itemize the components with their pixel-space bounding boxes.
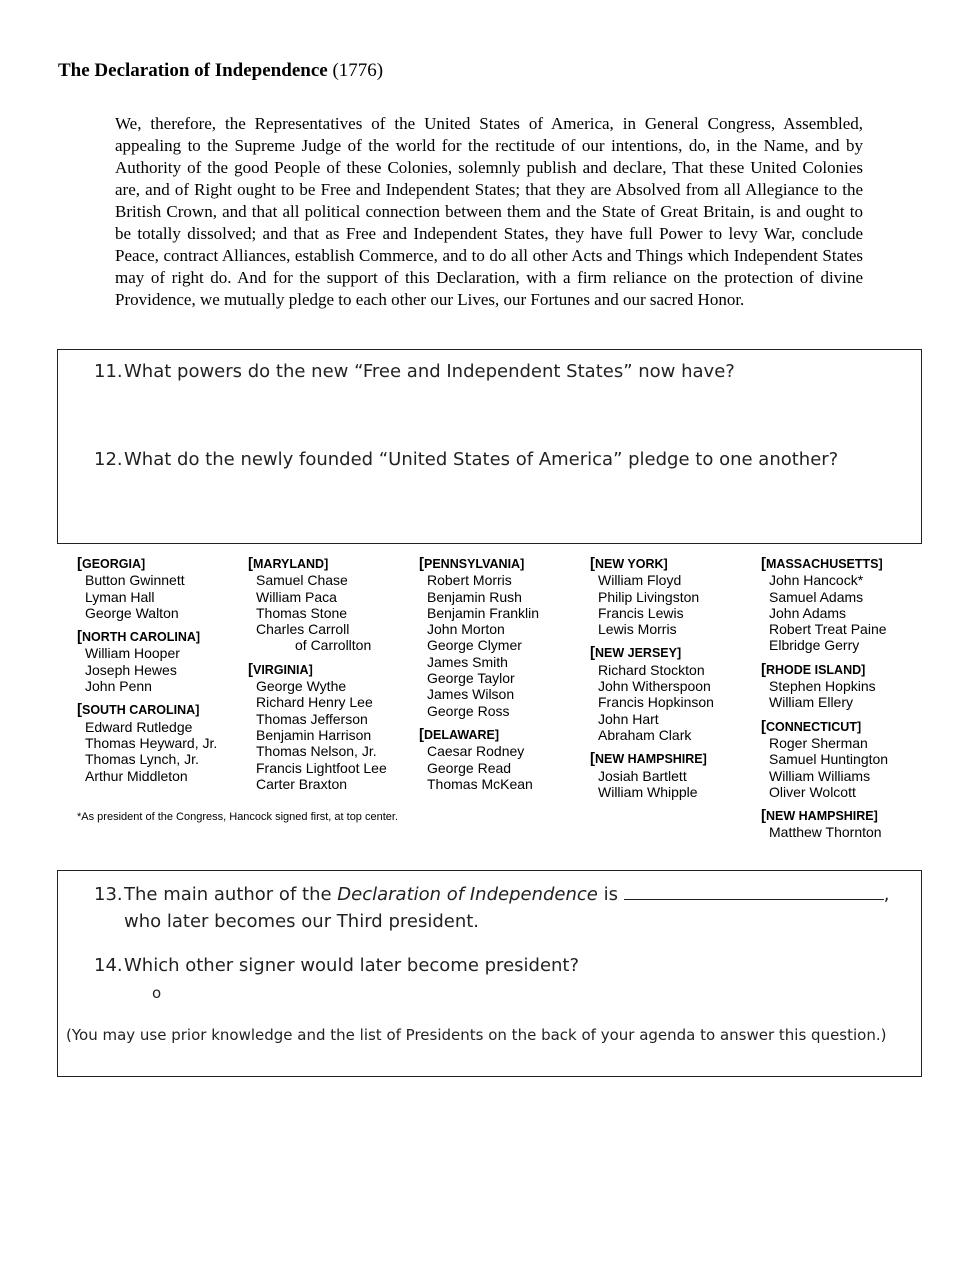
group-gap <box>761 800 888 808</box>
signer-name: John Hancock* <box>769 572 864 589</box>
question-text: What powers do the new “Free and Independent States” now have? <box>124 361 735 382</box>
signer-name: Thomas Nelson, Jr. <box>256 743 377 760</box>
signer-name: Josiah Bartlett <box>598 767 687 784</box>
group-gap <box>419 719 539 727</box>
signer-name: Benjamin Franklin <box>427 604 540 621</box>
title-year: (1776) <box>332 60 384 81</box>
state-heading: [ MASSACHUSETTS ] <box>761 556 888 572</box>
signer-name: Lyman Hall <box>85 588 155 605</box>
question-number: 11. <box>94 361 123 382</box>
signer-name: George Taylor <box>427 670 515 687</box>
signer-name: Carter Braxton <box>256 775 348 792</box>
signer-name: Thomas Heyward, Jr. <box>85 734 218 751</box>
state-heading: [ NEW HAMPSHIRE ] <box>590 751 714 767</box>
state-heading: [ NORTH CAROLINA ] <box>77 629 217 645</box>
signer-name: Robert Morris <box>427 572 512 589</box>
signer-name: John Adams <box>769 604 847 621</box>
signer-name: William Ellery <box>769 694 853 711</box>
signer-name: Matthew Thornton <box>769 824 882 841</box>
group-gap <box>761 654 888 662</box>
signer-name: Thomas Jefferson <box>256 710 368 727</box>
question-14 <box>94 955 579 976</box>
answer-bullet: o <box>152 984 162 1002</box>
answer-blank[interactable] <box>624 885 884 900</box>
question-number: 13. <box>94 884 123 905</box>
state-heading: [ MARYLAND ] <box>248 556 387 572</box>
footnote: (You may use prior knowledge and the list of Presidents on the back of your agenda to answer this question.) <box>66 1026 887 1044</box>
signer-name: John Witherspoon <box>598 678 711 695</box>
state-heading: [ NEW JERSEY ] <box>590 645 714 661</box>
signer-name: George Ross <box>427 702 510 719</box>
signer-name: John Morton <box>427 621 505 638</box>
signer-name: William Hooper <box>85 645 180 662</box>
signer-name: Robert Treat Paine <box>769 621 887 638</box>
signer-name: Thomas McKean <box>427 775 533 792</box>
state-heading: [ CONNECTICUT ] <box>761 719 888 735</box>
group-gap <box>761 711 888 719</box>
state-heading: [ PENNSYLVANIA ] <box>419 556 539 572</box>
signer-name: of Carrollton <box>295 637 372 654</box>
state-heading: [ GEORGIA ] <box>77 556 217 572</box>
signer-name: William Williams <box>769 767 871 784</box>
signer-name: George Walton <box>85 604 179 621</box>
signer-name: William Whipple <box>598 783 698 800</box>
question-13-line2: who later becomes our Third president. <box>124 911 480 932</box>
state-heading: [ NEW HAMPSHIRE ] <box>761 808 888 824</box>
state-heading: [ VIRGINIA ] <box>248 662 387 678</box>
signer-name: Thomas Stone <box>256 604 348 621</box>
signer-name: Elbridge Gerry <box>769 637 860 654</box>
signer-name: James Smith <box>427 653 508 670</box>
signer-name: Lewis Morris <box>598 621 677 638</box>
signer-name: Benjamin Rush <box>427 588 522 605</box>
signer-name: George Read <box>427 759 512 776</box>
q13-comma: , <box>883 884 890 905</box>
question-12 <box>94 449 838 470</box>
signers-column-5 <box>761 556 888 841</box>
signers-column-2 <box>248 556 387 792</box>
signer-name: Francis Lightfoot Lee <box>256 759 387 776</box>
signer-name: Samuel Chase <box>256 572 348 589</box>
signer-name: Philip Livingston <box>598 588 700 605</box>
question-11 <box>94 361 735 382</box>
signer-name: Richard Henry Lee <box>256 694 373 711</box>
signer-name: Arthur Middleton <box>85 767 188 784</box>
signer-name: James Wilson <box>427 686 515 703</box>
group-gap <box>590 637 714 645</box>
state-heading: [ SOUTH CAROLINA ] <box>77 702 217 718</box>
declaration-quote: We, therefore, the Representatives of the United States of America, in General Congress, Assembled, appealing to the Supreme Judge of the world for the rectitude of our intentions, do, in the Name, and by Authority of the good People of these Colonies, solemnly publish and declare, That these United Colonies are, and of Right ought to be Free and Independent States; that they are Absolved from all Allegiance to the British Crown, and that all political connection between them and the State of Great Britain, is and ought to be totally dissolved; and that as Free and Independent States, they have full Power to levy War, conclude Peace, contract Alliances, establish Commerce, and to do all other Acts and Things which Independent States may of right do. And for the support of this Declaration, with a firm reliance on the protection of divine Providence, we mutually pledge to each other our Lives, our Fortunes and our sacred Honor. <box>115 114 863 309</box>
state-heading: [ RHODE ISLAND ] <box>761 662 888 678</box>
question-text: What do the newly founded “United States of America” pledge to one another? <box>124 449 839 470</box>
q13-italic: Declaration of Independence <box>337 884 598 905</box>
question-number: 14. <box>94 955 123 976</box>
group-gap <box>248 654 387 662</box>
signers-column-3 <box>419 556 539 792</box>
signer-name: Francis Hopkinson <box>598 694 714 711</box>
signer-name: George Wythe <box>256 678 347 695</box>
question-13 <box>94 884 889 905</box>
signer-name: Edward Rutledge <box>85 718 193 735</box>
group-gap <box>77 621 217 629</box>
signer-name: Francis Lewis <box>598 604 684 621</box>
signer-name: George Clymer <box>427 637 522 654</box>
signer-name: Samuel Adams <box>769 588 864 605</box>
document-title <box>58 60 383 82</box>
q13-post: is <box>597 884 618 905</box>
signers-column-1 <box>77 556 217 784</box>
signer-name: Charles Carroll <box>256 621 350 638</box>
signer-name: Benjamin Harrison <box>256 726 372 743</box>
signer-name: Thomas Lynch, Jr. <box>85 751 199 768</box>
group-gap <box>77 694 217 702</box>
state-heading: [ NEW YORK ] <box>590 556 714 572</box>
signer-name: John Penn <box>85 678 152 695</box>
state-heading: [ DELAWARE ] <box>419 727 539 743</box>
question-text: Which other signer would later become president? <box>124 955 580 976</box>
group-gap <box>590 743 714 751</box>
signer-name: Richard Stockton <box>598 661 705 678</box>
signer-name: Caesar Rodney <box>427 743 525 760</box>
signers-column-4 <box>590 556 714 800</box>
signer-name: William Floyd <box>598 572 682 589</box>
signer-name: Oliver Wolcott <box>769 783 856 800</box>
signer-name: Joseph Hewes <box>85 661 177 678</box>
signer-name: Button Gwinnett <box>85 572 185 589</box>
question-number: 12. <box>94 449 123 470</box>
hancock-note: *As president of the Congress, Hancock signed first, at top center. <box>77 811 399 823</box>
title-bold: The Declaration of Independence <box>58 60 328 81</box>
signer-name: Abraham Clark <box>598 726 692 743</box>
signer-name: Roger Sherman <box>769 734 868 751</box>
signer-name: William Paca <box>256 588 337 605</box>
signer-name: Samuel Huntington <box>769 751 889 768</box>
q13-pre: The main author of the <box>124 884 338 905</box>
signer-name: Stephen Hopkins <box>769 678 876 695</box>
signer-name: John Hart <box>598 710 659 727</box>
